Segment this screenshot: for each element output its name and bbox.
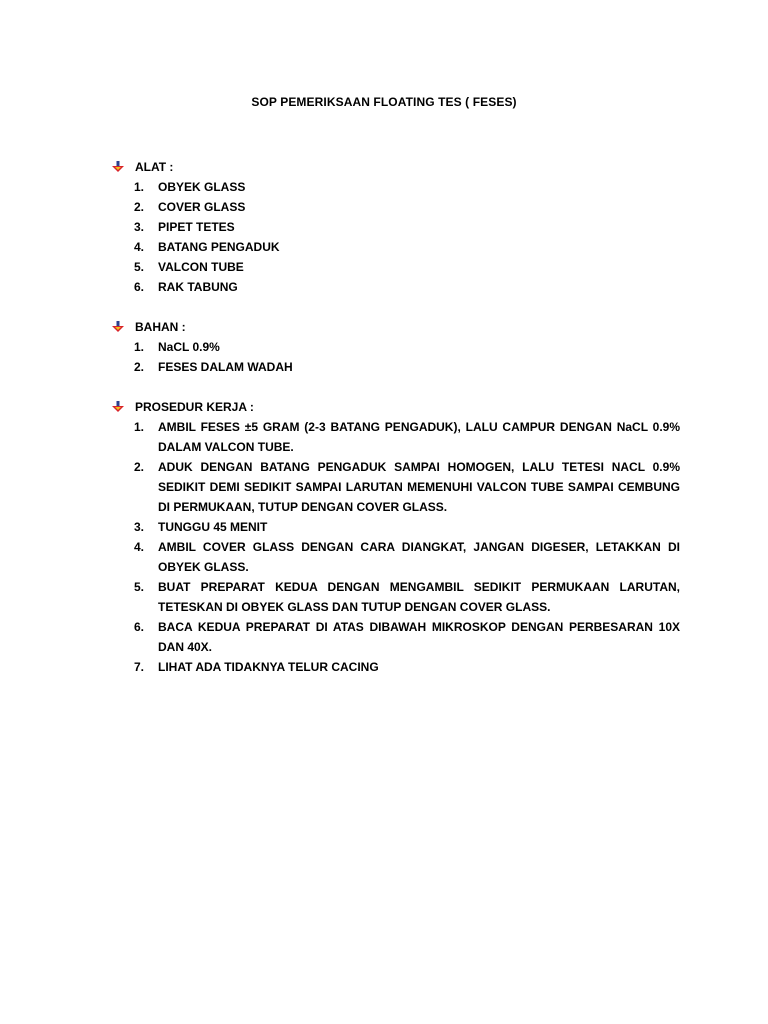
list-item-text: ADUK DENGAN BATANG PENGADUK SAMPAI HOMOGEN, LALU TETESI NACL 0.9% SEDIKIT DEMI SEDIKIT SAMPAI LARUTAN MEMENUHI VALCON TUBE SAMPAI CEMBUNG DI PERMUKAAN, TUTUP DENGAN COVER GLASS. <box>158 460 680 514</box>
list-item-text: BACA KEDUA PREPARAT DI ATAS DIBAWAH MIKROSKOP DENGAN PERBESARAN 10X DAN 40X. <box>158 620 680 654</box>
list-item <box>112 457 680 517</box>
list-item-number: 1. <box>134 340 145 354</box>
list-item-text: BATANG PENGADUK <box>158 240 280 254</box>
list-item <box>112 417 680 457</box>
section-alat-heading: ALAT : <box>135 160 174 174</box>
alat-list <box>112 177 680 297</box>
document-title: SOP PEMERIKSAAN FLOATING TES ( FESES) <box>251 95 517 109</box>
list-item <box>112 357 680 377</box>
list-item-text: COVER GLASS <box>158 200 246 214</box>
list-item-number: 5. <box>134 260 145 274</box>
list-item-number: 3. <box>134 520 145 534</box>
list-item-text: PIPET TETES <box>158 220 235 234</box>
section-alat <box>112 157 680 297</box>
list-item-text: VALCON TUBE <box>158 260 244 274</box>
list-item <box>112 337 680 357</box>
list-item <box>112 577 680 617</box>
list-item-text: AMBIL COVER GLASS DENGAN CARA DIANGKAT, JANGAN DIGESER, LETAKKAN DI OBYEK GLASS. <box>158 540 680 574</box>
list-item-text: BUAT PREPARAT KEDUA DENGAN MENGAMBIL SEDIKIT PERMUKAAN LARUTAN, TETESKAN DI OBYEK GLASS DAN TUTUP DENGAN COVER GLASS. <box>158 580 680 614</box>
section-bahan-heading: BAHAN : <box>135 320 186 334</box>
list-item-text: TUNGGU 45 MENIT <box>158 520 268 534</box>
arrow-down-icon <box>112 401 124 413</box>
list-item <box>112 197 680 217</box>
list-item <box>112 517 680 537</box>
section-bahan-header <box>112 317 680 337</box>
list-item-text: RAK TABUNG <box>158 280 238 294</box>
list-item <box>112 237 680 257</box>
list-item-text: LIHAT ADA TIDAKNYA TELUR CACING <box>158 660 379 674</box>
list-item-number: 4. <box>134 540 145 554</box>
section-bahan <box>112 317 680 377</box>
list-item <box>112 617 680 657</box>
list-item-number: 4. <box>134 240 145 254</box>
arrow-down-icon <box>112 161 124 173</box>
list-item <box>112 657 680 677</box>
list-item-text: FESES DALAM WADAH <box>158 360 293 374</box>
list-item-number: 1. <box>134 180 145 194</box>
list-item-number: 5. <box>134 580 145 594</box>
list-item-number: 6. <box>134 620 145 634</box>
bahan-list <box>112 337 680 377</box>
prosedur-list <box>112 417 680 677</box>
list-item-text: AMBIL FESES ±5 GRAM (2-3 BATANG PENGADUK), LALU CAMPUR DENGAN NaCL 0.9% DALAM VALCON TUBE. <box>158 420 680 454</box>
list-item-number: 3. <box>134 220 145 234</box>
list-item-number: 2. <box>134 360 145 374</box>
list-item <box>112 177 680 197</box>
list-item-text: NaCL 0.9% <box>158 340 220 354</box>
list-item-number: 2. <box>134 200 145 214</box>
list-item-number: 2. <box>134 460 145 474</box>
list-item <box>112 257 680 277</box>
list-item-number: 1. <box>134 420 145 434</box>
section-alat-header <box>112 157 680 177</box>
section-prosedur-header <box>112 397 680 417</box>
list-item <box>112 537 680 577</box>
arrow-down-icon <box>112 321 124 333</box>
section-prosedur-heading: PROSEDUR KERJA : <box>135 400 254 414</box>
list-item-number: 7. <box>134 660 145 674</box>
list-item <box>112 217 680 237</box>
section-prosedur <box>112 397 680 677</box>
list-item-text: OBYEK GLASS <box>158 180 246 194</box>
list-item <box>112 277 680 297</box>
list-item-number: 6. <box>134 280 145 294</box>
